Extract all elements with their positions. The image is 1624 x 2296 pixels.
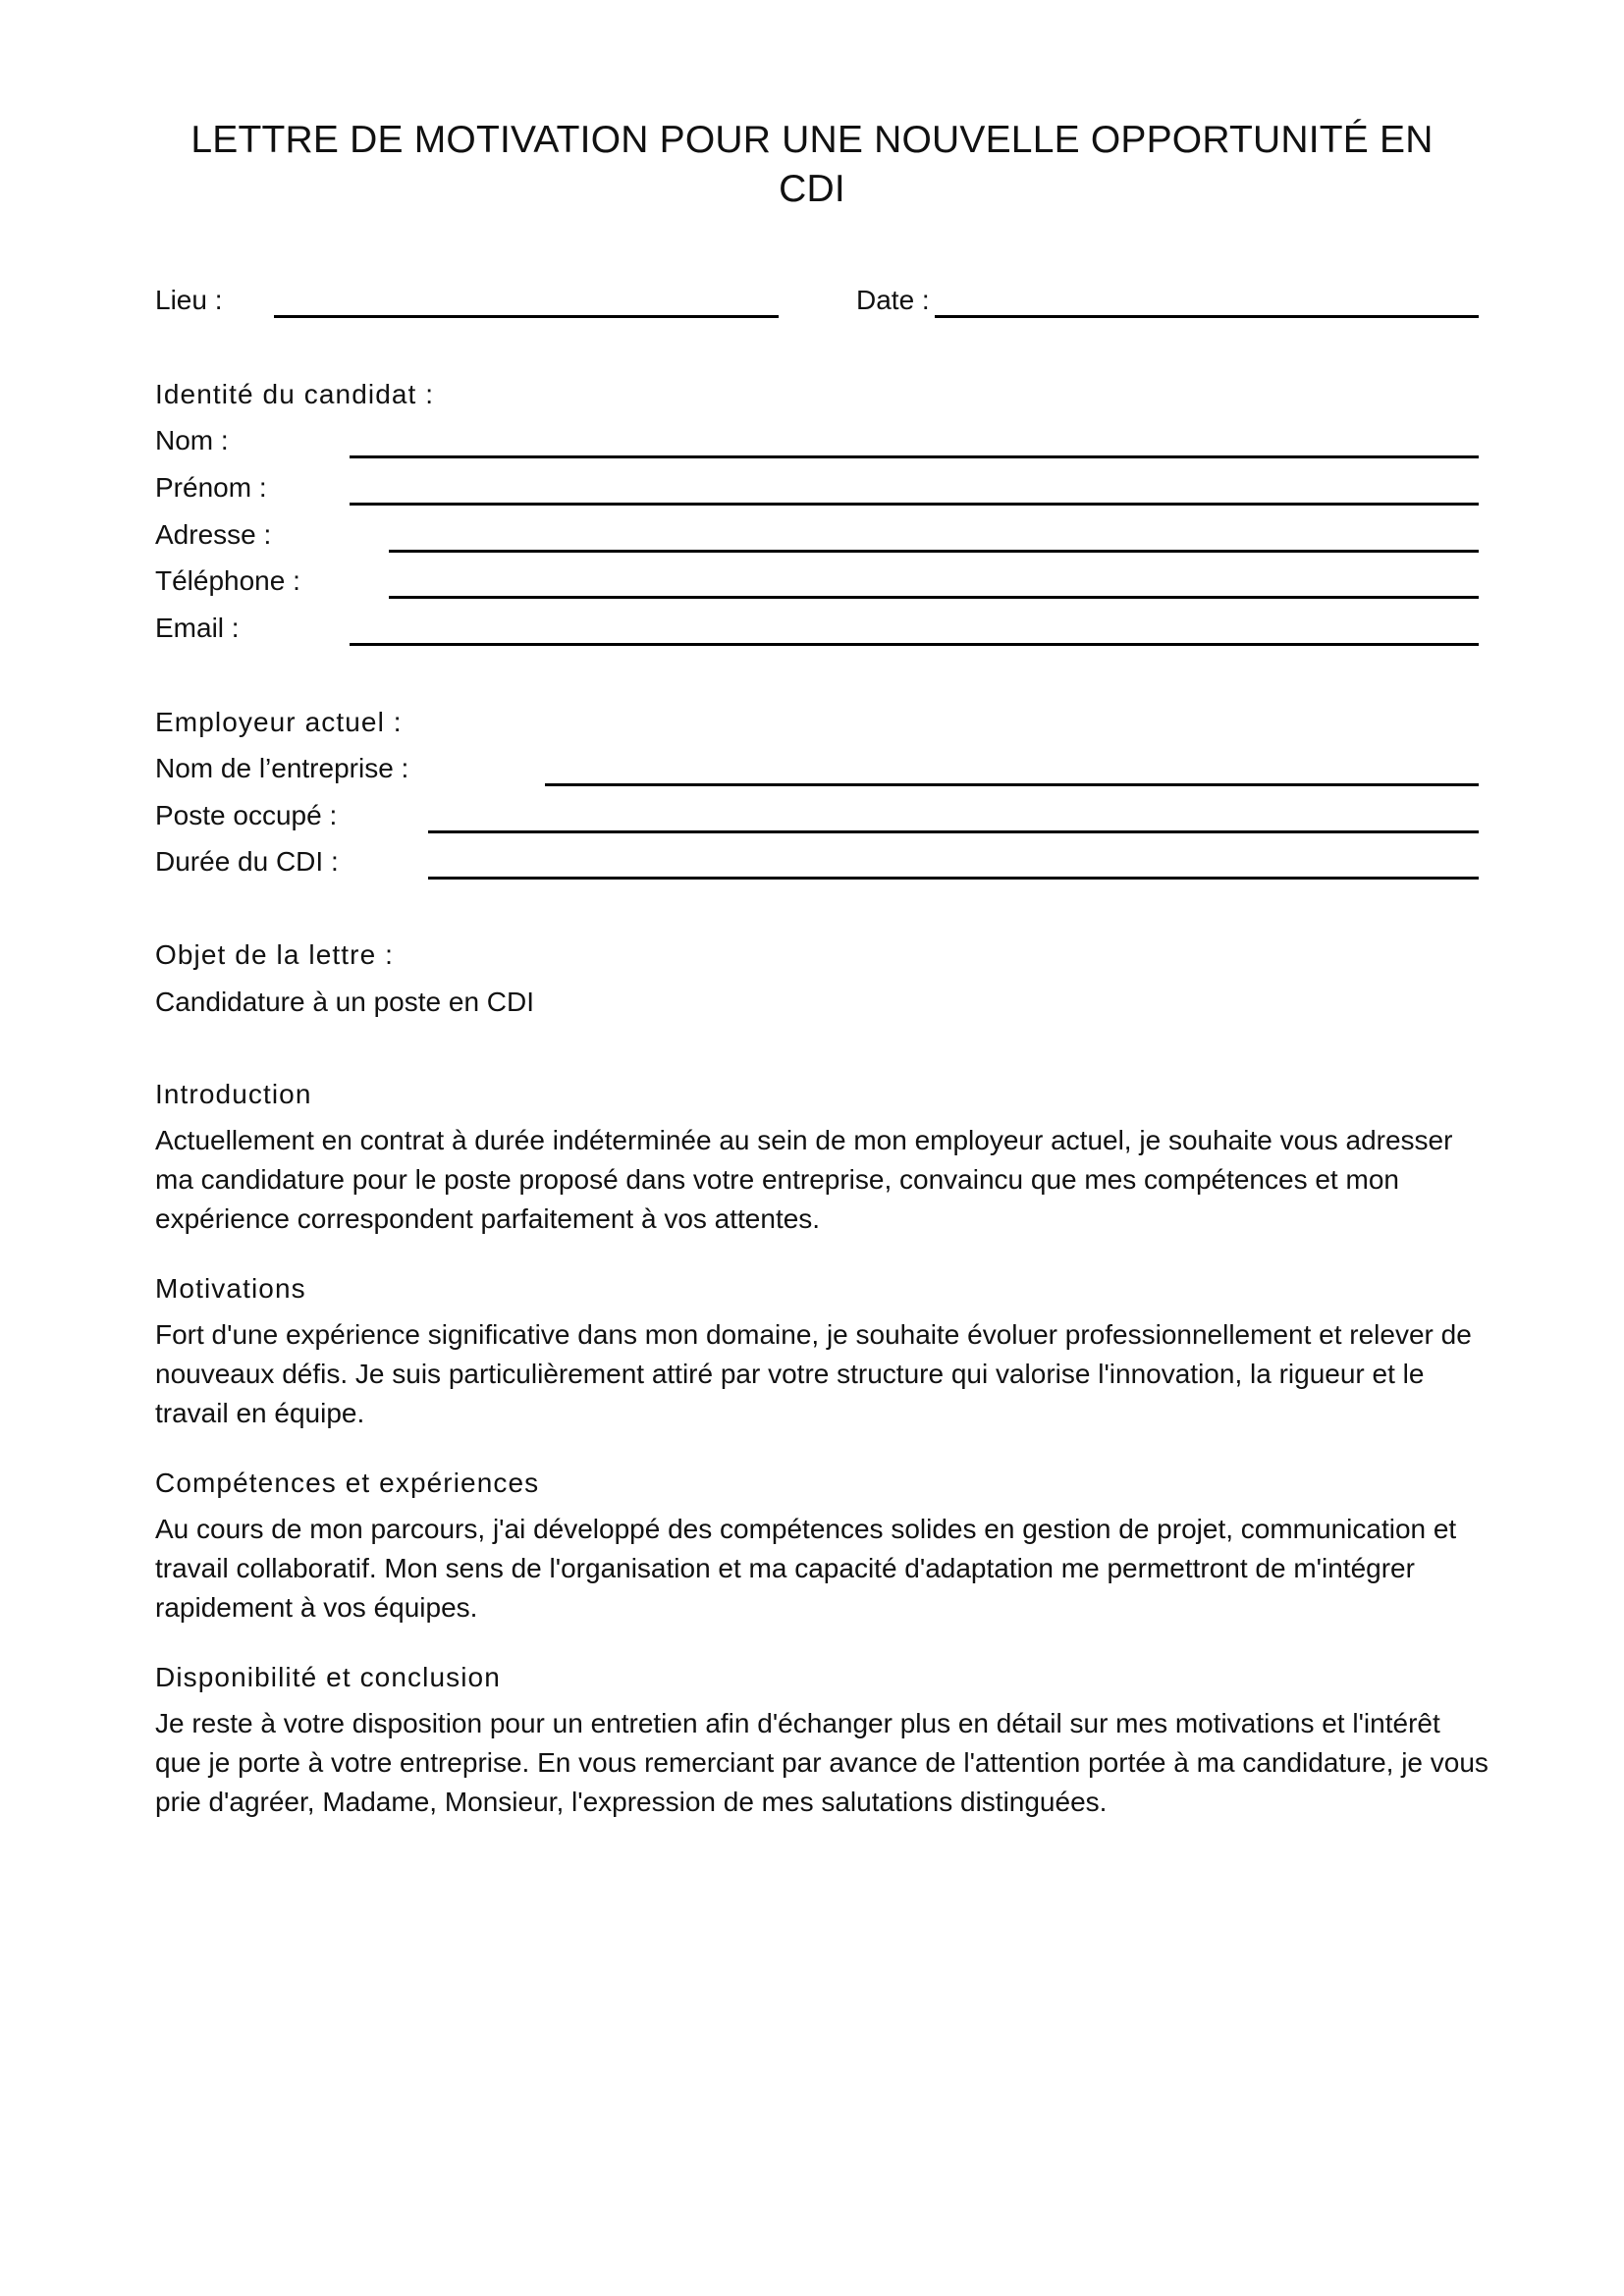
section-heading: Disponibilité et conclusion <box>155 1662 501 1692</box>
email-field[interactable] <box>350 643 1479 646</box>
company-field[interactable] <box>545 783 1479 786</box>
lieu-field[interactable] <box>274 315 779 318</box>
section-heading: Compétences et expériences <box>155 1468 540 1498</box>
lieu-label: Lieu : <box>155 285 223 315</box>
nom-label: Nom : <box>155 425 229 455</box>
position-label: Poste occupé : <box>155 800 338 830</box>
nom-field[interactable] <box>350 455 1479 458</box>
duration-field[interactable] <box>428 877 1479 880</box>
prenom-label: Prénom : <box>155 472 267 503</box>
position-field[interactable] <box>428 830 1479 833</box>
section-body: Je reste à votre disposition pour un entretien afin d'échanger plus en détail sur mes motivations et l'intérêt que je porte à votre entreprise. En vous remerciant par avance de l'attention portée à ma candidature, je vous prie d'agréer, Madame, Monsieur, l'expression de mes salutations distinguées. <box>155 1708 1489 1817</box>
candidate-heading: Identité du candidat : <box>155 379 435 409</box>
employer-heading: Employeur actuel : <box>155 707 403 737</box>
document-title: LETTRE DE MOTIVATION POUR UNE NOUVELLE OPPORTUNITÉ EN CDI <box>190 119 1434 210</box>
telephone-field[interactable] <box>389 596 1479 599</box>
duration-label: Durée du CDI : <box>155 846 339 877</box>
email-label: Email : <box>155 613 240 643</box>
section-body: Au cours de mon parcours, j'ai développé des compétences solides en gestion de projet, communication et travail collaboratif. Mon sens de l'organisation et ma capacité d'adaptation me permettront de m'intégrer rapidement à vos équipes. <box>155 1514 1457 1623</box>
section-heading: Introduction <box>155 1079 312 1109</box>
section-heading: Motivations <box>155 1273 306 1304</box>
prenom-field[interactable] <box>350 503 1479 506</box>
subject-text: Candidature à un poste en CDI <box>155 987 535 1017</box>
date-field[interactable] <box>935 315 1479 318</box>
section-body: Fort d'une expérience significative dans mon domaine, je souhaite évoluer professionnellement et relever de nouveaux défis. Je suis particulièrement attiré par votre structure qui valorise l'innovation, la rigueur et le travail en équipe. <box>155 1319 1472 1428</box>
date-label: Date : <box>856 285 930 315</box>
telephone-label: Téléphone : <box>155 565 300 596</box>
adresse-label: Adresse : <box>155 519 272 550</box>
subject-heading: Objet de la lettre : <box>155 939 395 970</box>
adresse-field[interactable] <box>389 550 1479 553</box>
company-label: Nom de l’entreprise : <box>155 753 409 783</box>
section-body: Actuellement en contrat à durée indéterminée au sein de mon employeur actuel, je souhaite vous adresser ma candidature pour le poste proposé dans votre entreprise, convaincu que mes compétences et mon expérience correspondent parfaitement à vos attentes. <box>155 1125 1453 1234</box>
